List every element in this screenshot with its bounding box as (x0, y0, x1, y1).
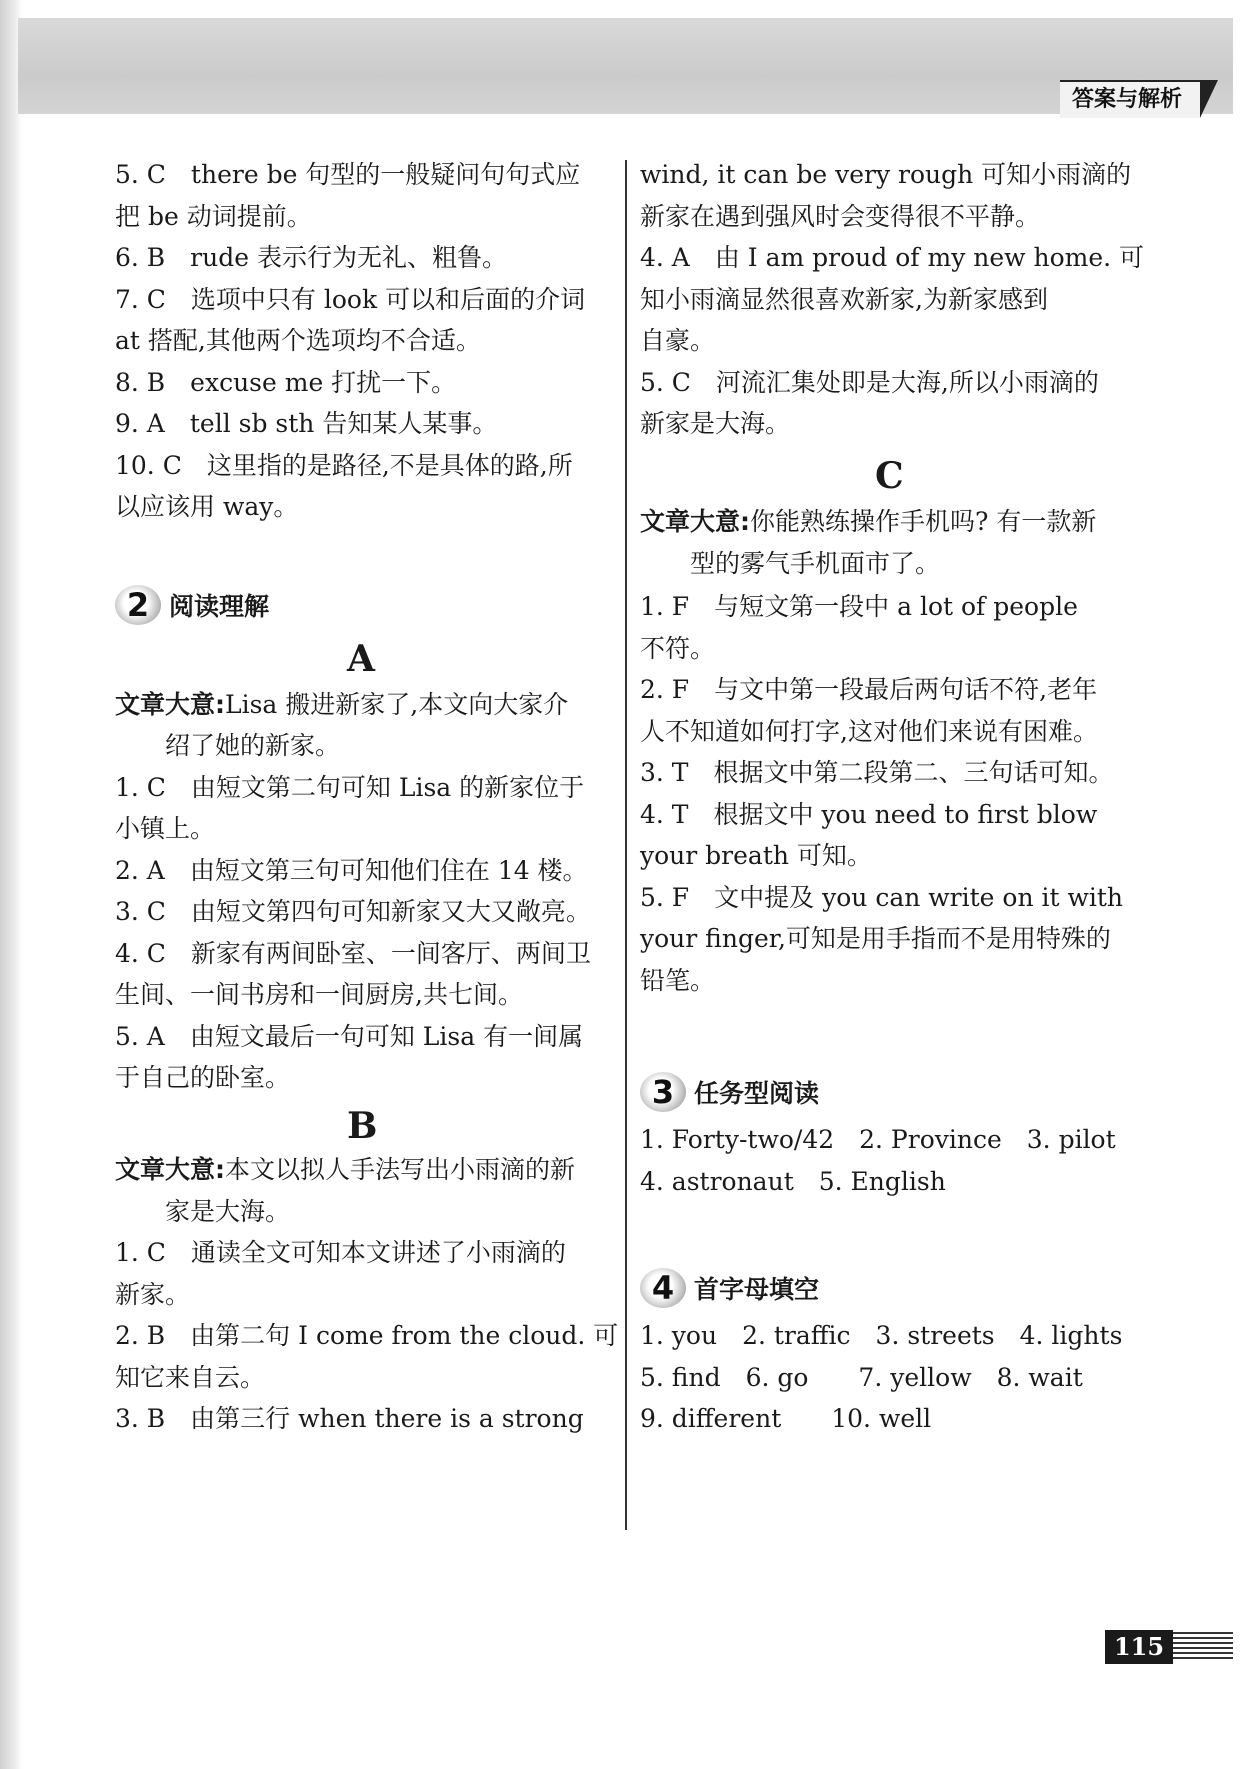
summary-line (640, 505, 1096, 539)
summary-text: Lisa 搬进新家了,本文向大家介 (225, 690, 569, 719)
section-heading-initial-letter-fill (640, 1268, 819, 1308)
answer-line: 2. B 由第二句 I come from the cloud. 可 (115, 1321, 619, 1350)
summary-text: 你能熟练操作手机吗? 有一款新 (750, 507, 1097, 536)
answer-line: 小镇上。 (115, 814, 216, 843)
page-number-stripes (1173, 1632, 1233, 1662)
section-title: 任务型阅读 (694, 1079, 820, 1108)
answer-line: 新家。 (115, 1280, 191, 1309)
answer-line: 4. C 新家有两间卧室、一间客厅、两间卫 (115, 939, 591, 968)
summary-line: 型的雾气手机面市了。 (690, 549, 941, 578)
answer-line: 10. C 这里指的是路径,不是具体的路,所 (115, 451, 573, 480)
summary-text: 本文以拟人手法写出小雨滴的新 (225, 1155, 576, 1184)
answer-line: 5. find 6. go 7. yellow 8. wait (640, 1363, 1083, 1392)
section-number-badge: 2 (115, 585, 161, 625)
answer-line: 1. you 2. traffic 3. streets 4. lights (640, 1321, 1123, 1350)
answer-line: 自豪。 (640, 326, 716, 355)
column-divider (625, 160, 627, 1530)
section-title: 阅读理解 (169, 592, 270, 621)
answer-line: 3. T 根据文中第二段第二、三句话可知。 (640, 758, 1114, 787)
page-edge-shadow (0, 0, 22, 1769)
answer-line: 6. B rude 表示行为无礼、粗鲁。 (115, 243, 507, 272)
answer-line: 3. B 由第三行 when there is a strong (115, 1404, 584, 1433)
summary-label: 文章大意: (640, 507, 750, 536)
summary-label: 文章大意: (115, 1155, 225, 1184)
answer-line: 4. A 由 I am proud of my new home. 可 (640, 243, 1145, 272)
answer-line: 1. F 与短文第一段中 a lot of people (640, 592, 1078, 621)
answer-line: 以应该用 way。 (115, 492, 299, 521)
answer-line: 5. C there be 句型的一般疑问句句式应 (115, 160, 581, 189)
section-heading-reading (115, 585, 269, 625)
answer-line: 9. A tell sb sth 告知某人某事。 (115, 409, 498, 438)
answer-line: 新家是大海。 (640, 409, 791, 438)
answer-line: 7. C 选项中只有 look 可以和后面的介词 (115, 285, 586, 314)
answer-line: your breath 可知。 (640, 841, 872, 870)
answer-line: 人不知道如何打字,这对他们来说有困难。 (640, 717, 1098, 746)
answer-line: 不符。 (640, 634, 716, 663)
answer-line: 知它来自云。 (115, 1363, 266, 1392)
part-letter-c: C (875, 455, 902, 497)
answer-line: wind, it can be very rough 可知小雨滴的 (640, 160, 1132, 189)
section-number-badge: 4 (640, 1268, 686, 1308)
header-band (18, 18, 1233, 114)
answer-line: your finger,可知是用手指而不是用特殊的 (640, 924, 1111, 953)
answer-line: 2. A 由短文第三句可知他们住在 14 楼。 (115, 856, 588, 885)
answer-line: 1. C 通读全文可知本文讲述了小雨滴的 (115, 1238, 566, 1267)
answer-line: 于自己的卧室。 (115, 1063, 291, 1092)
section-number-badge: 3 (640, 1072, 686, 1112)
answer-line: 1. Forty-two/42 2. Province 3. pilot (640, 1125, 1116, 1154)
answer-line: 新家在遇到强风时会变得很不平静。 (640, 202, 1041, 231)
answer-line: 4. astronaut 5. English (640, 1167, 946, 1196)
answer-line: 5. C 河流汇集处即是大海,所以小雨滴的 (640, 368, 1099, 397)
answer-line: 8. B excuse me 打扰一下。 (115, 368, 457, 397)
answer-line: 9. different 10. well (640, 1404, 932, 1433)
summary-line (115, 1153, 575, 1187)
summary-line: 家是大海。 (165, 1197, 291, 1226)
answer-line: 1. C 由短文第二句可知 Lisa 的新家位于 (115, 773, 585, 802)
summary-line: 绍了她的新家。 (165, 731, 341, 760)
answer-line: 5. F 文中提及 you can write on it with (640, 883, 1124, 912)
answer-line: 把 be 动词提前。 (115, 202, 312, 231)
summary-line (115, 688, 568, 722)
answer-line: 铅笔。 (640, 966, 716, 995)
summary-label: 文章大意: (115, 690, 225, 719)
answer-line: 5. A 由短文最后一句可知 Lisa 有一间属 (115, 1022, 584, 1051)
answer-line: 知小雨滴显然很喜欢新家,为新家感到 (640, 285, 1048, 314)
part-letter-a: A (347, 638, 373, 680)
part-letter-b: B (347, 1105, 376, 1147)
answer-line: 4. T 根据文中 you need to first blow (640, 800, 1098, 829)
section-heading-task-reading (640, 1072, 819, 1112)
header-section-tab: 答案与解析 (1060, 80, 1200, 118)
answer-line: at 搭配,其他两个选项均不合适。 (115, 326, 481, 355)
answer-line: 生间、一间书房和一间厨房,共七间。 (115, 980, 523, 1009)
answer-line: 2. F 与文中第一段最后两句话不符,老年 (640, 675, 1098, 704)
page-number: 115 (1105, 1630, 1173, 1664)
section-title: 首字母填空 (694, 1275, 820, 1304)
answer-line: 3. C 由短文第四句可知新家又大又敞亮。 (115, 897, 591, 926)
